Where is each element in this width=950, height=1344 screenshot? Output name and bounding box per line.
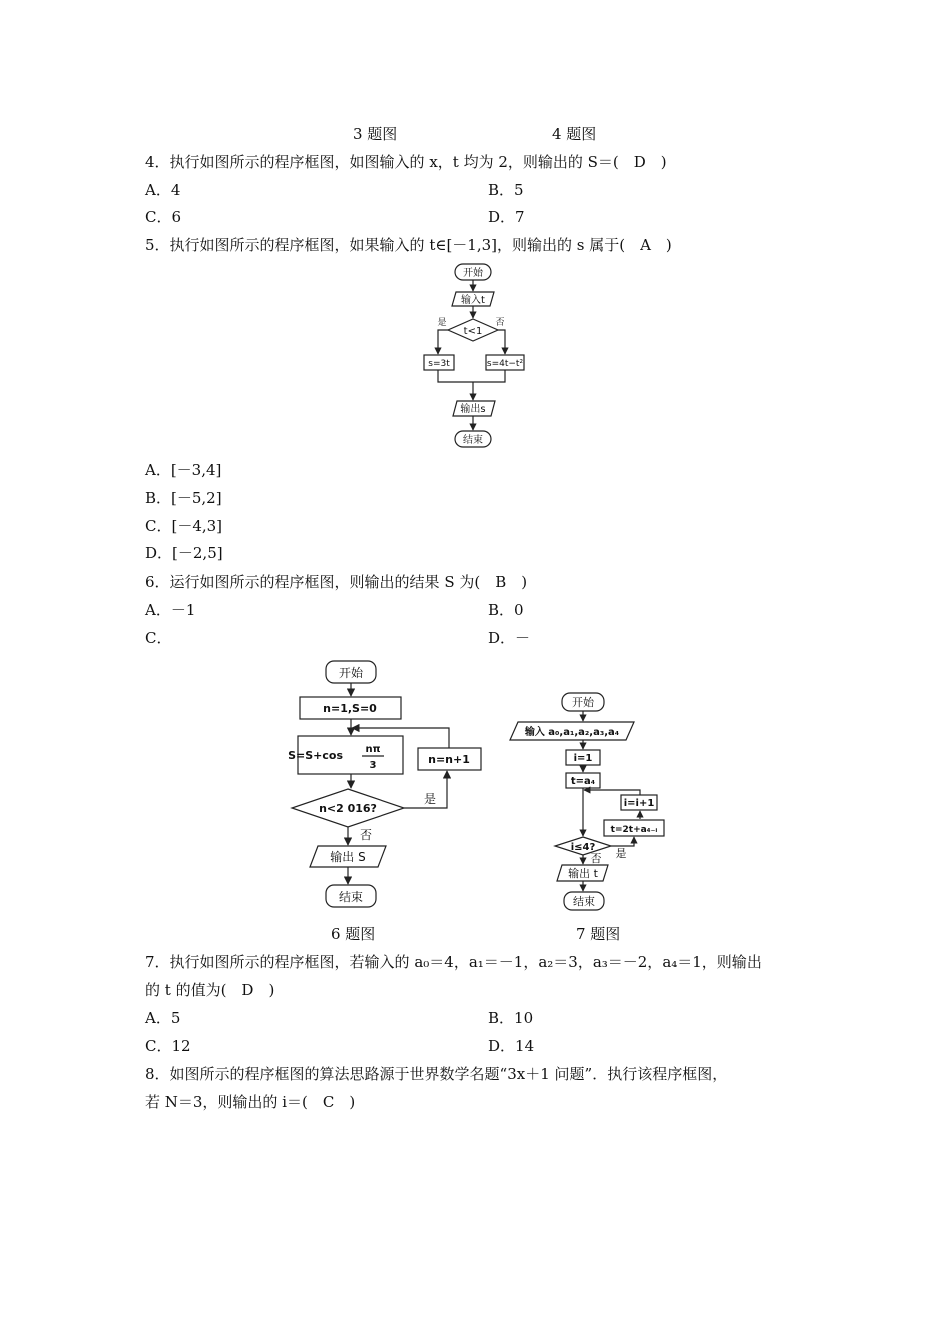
q6-option-b: B．0 xyxy=(488,601,524,619)
q5-input-label: 输入t xyxy=(461,295,485,306)
q5-output-label: 输出s xyxy=(460,404,486,415)
caption-fig6: 6 题图 xyxy=(331,925,376,943)
q7-yes-label: 是 xyxy=(615,847,627,860)
q8-stem-line2: 若 N＝3，则输出的 i＝( C ) xyxy=(145,1093,356,1111)
q8-stem-line1: 8．如图所示的程序框图的算法思路源于世界数学名题“3x＋1 问题”．执行该程序框图， xyxy=(145,1065,728,1083)
q5-yes-label: 是 xyxy=(437,318,447,328)
q6-init-label: n=1,S=0 xyxy=(323,702,377,715)
q6-stem: 6．运行如图所示的程序框图，则输出的结果 S 为( B ) xyxy=(145,573,528,591)
q6-end-label: 结束 xyxy=(338,890,364,904)
q5-option-a: A．[－3,4] xyxy=(145,461,222,479)
q6-decision-label: n<2 016? xyxy=(319,802,377,815)
q6-option-a: A．－1 xyxy=(145,601,196,619)
q7-end-label: 结束 xyxy=(573,895,595,908)
q6-no-label: 否 xyxy=(359,828,373,842)
q4-option-a: A．4 xyxy=(145,181,181,199)
q7-body-label: t=2t+a₄₋ᵢ xyxy=(610,825,658,835)
q6-output-label: 输出 S xyxy=(330,850,366,864)
q7-stem-line1: 7．执行如图所示的程序框图，若输入的 a₀＝4，a₁＝－1，a₂＝3，a₃＝－2，a₄＝1，则输出 xyxy=(145,953,762,971)
q7-option-d: D．14 xyxy=(488,1037,535,1055)
q5-decision-label: t<1 xyxy=(463,326,483,337)
q6-inc-label: n=n+1 xyxy=(428,753,470,766)
q5-no-label: 否 xyxy=(495,318,505,328)
caption-fig3: 3 题图 xyxy=(353,125,398,143)
q5-option-d: D．[－2,5] xyxy=(145,544,223,562)
q7-option-b: B．10 xyxy=(488,1009,534,1027)
q7-output-label: 输出 t xyxy=(568,867,598,880)
q5-end-label: 结束 xyxy=(463,435,483,446)
q6-start-label: 开始 xyxy=(338,666,364,680)
q6-option-c: C． xyxy=(145,629,172,647)
q7-start-label: 开始 xyxy=(572,696,594,709)
q7-option-c: C．12 xyxy=(145,1037,191,1055)
caption-fig4: 4 题图 xyxy=(552,125,597,143)
q6-yes-label: 是 xyxy=(423,792,437,806)
q6-frac-den: 3 xyxy=(369,760,377,771)
q7-init-t-label: t=a₄ xyxy=(570,776,596,787)
q5-option-b: B．[－5,2] xyxy=(145,489,222,507)
q7-stem-line2: 的 t 的值为( D ) xyxy=(145,981,275,999)
q5-option-c: C．[－4,3] xyxy=(145,517,223,535)
caption-fig7: 7 题图 xyxy=(576,925,621,943)
q7-option-a: A．5 xyxy=(145,1009,181,1027)
q4-option-b: B．5 xyxy=(488,181,524,199)
q5-start-label: 开始 xyxy=(463,268,483,279)
q6-frac-num: nπ xyxy=(365,744,381,755)
q7-input-label: 输入 a₀,a₁,a₂,a₃,a₄ xyxy=(524,727,620,738)
q6-body-label: S=S+cos xyxy=(288,749,343,762)
q5-right-label: s=4t−t² xyxy=(486,359,524,369)
q5-left-label: s=3t xyxy=(428,359,450,369)
q7-inc-label: i=i+1 xyxy=(623,798,655,809)
q4-option-c: C．6 xyxy=(145,208,182,226)
q4-option-d: D．7 xyxy=(488,208,525,226)
q7-init-i-label: i=1 xyxy=(573,753,593,764)
q6-option-d: D．－ xyxy=(488,629,531,647)
q4-stem: 4．执行如图所示的程序框图，如图输入的 x，t 均为 2，则输出的 S＝( D ) xyxy=(145,153,667,171)
q5-stem: 5．执行如图所示的程序框图，如果输入的 t∈[－1,3]，则输出的 s 属于( A ) xyxy=(145,236,672,254)
q7-decision-label: i≤4? xyxy=(570,842,596,853)
q7-no-label: 否 xyxy=(590,852,602,865)
